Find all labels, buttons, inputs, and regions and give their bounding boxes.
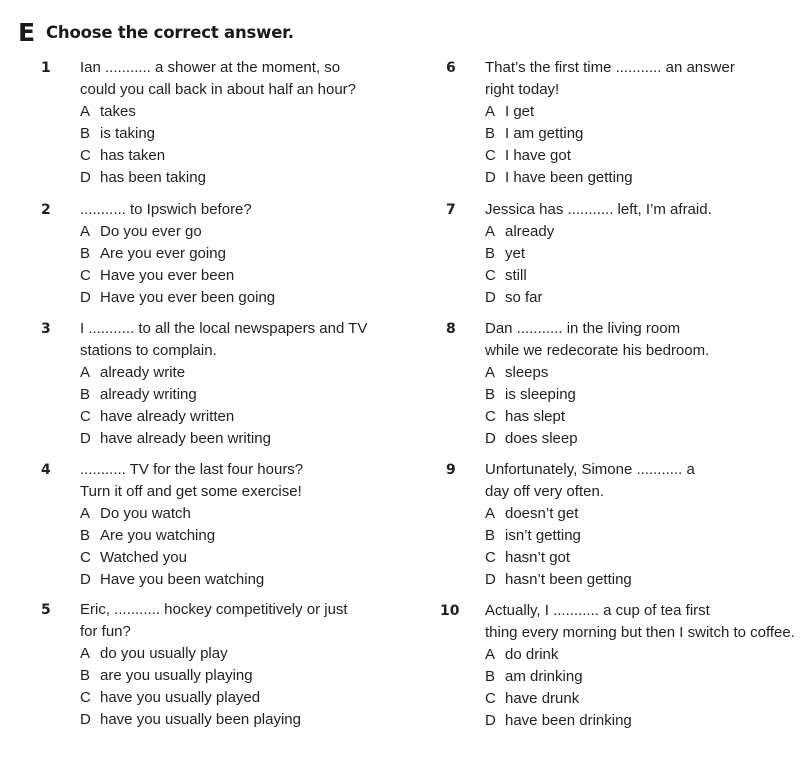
question-1 (41, 57, 421, 189)
option-text: I am getting (505, 125, 584, 142)
option-letter: D (485, 712, 496, 729)
option-text: does sleep (505, 430, 578, 447)
option-b[interactable] (485, 525, 796, 547)
option-text: do you usually play (100, 645, 228, 662)
option-text: so far (505, 289, 543, 306)
option-a[interactable] (80, 362, 421, 384)
option-a[interactable] (485, 503, 796, 525)
option-text: are you usually playing (100, 667, 253, 684)
option-text: Have you been watching (100, 571, 265, 588)
option-letter: D (485, 571, 496, 588)
option-d[interactable] (80, 569, 421, 591)
option-b[interactable] (80, 525, 421, 547)
option-a[interactable] (485, 644, 796, 666)
option-letter: C (485, 267, 496, 284)
right-column (440, 57, 796, 732)
option-text: have been drinking (505, 712, 632, 729)
option-d[interactable] (485, 710, 796, 732)
question-number: 7 (446, 202, 456, 218)
option-text: already writing (100, 386, 197, 403)
option-letter: D (485, 430, 496, 447)
option-text: Watched you (100, 549, 187, 566)
option-letter: A (80, 645, 91, 662)
question-9 (446, 459, 796, 591)
option-letter: D (485, 289, 496, 306)
option-text: Are you watching (100, 527, 216, 544)
option-d[interactable] (485, 569, 796, 591)
option-d[interactable] (80, 428, 421, 450)
option-d[interactable] (80, 167, 421, 189)
option-text: has been taking (100, 169, 206, 186)
option-c[interactable] (80, 406, 421, 428)
question-10 (440, 600, 796, 732)
question-4 (41, 459, 421, 591)
option-letter: A (80, 103, 91, 120)
question-number: 10 (440, 603, 460, 619)
option-d[interactable] (80, 287, 421, 309)
option-letter: B (485, 668, 496, 685)
option-c[interactable] (80, 547, 421, 569)
option-a[interactable] (485, 101, 796, 123)
option-c[interactable] (485, 547, 796, 569)
option-text: Do you watch (100, 505, 191, 522)
option-c[interactable] (80, 145, 421, 167)
option-d[interactable] (485, 287, 796, 309)
option-text: is sleeping (505, 386, 576, 403)
option-letter: D (80, 571, 91, 588)
option-text: isn’t getting (505, 527, 581, 544)
question-8 (446, 318, 796, 450)
option-d[interactable] (485, 428, 796, 450)
question-6 (446, 57, 796, 189)
option-text: Are you ever going (100, 245, 226, 262)
option-text: have already been writing (100, 430, 271, 447)
question-number: 1 (41, 60, 51, 76)
option-c[interactable] (485, 688, 796, 710)
option-letter: B (485, 125, 496, 142)
option-letter: D (80, 711, 91, 728)
option-text: yet (505, 245, 526, 262)
option-text: I have been getting (505, 169, 633, 186)
option-c[interactable] (485, 265, 796, 287)
question-text: Ian ........... a shower at the moment, so could you call back in about half an hour? (80, 59, 357, 98)
option-letter: B (485, 245, 496, 262)
option-a[interactable] (80, 503, 421, 525)
option-letter: C (80, 147, 91, 164)
question-text: Eric, ........... hockey competitively or just for fun? (80, 601, 348, 640)
option-letter: C (80, 549, 91, 566)
option-text: am drinking (505, 668, 583, 685)
question-text: ........... to Ipswich before? (80, 201, 252, 218)
option-text: has taken (100, 147, 166, 164)
question-2 (41, 199, 421, 309)
option-text: is taking (100, 125, 156, 142)
option-letter: B (80, 386, 91, 403)
option-text: still (505, 267, 527, 284)
option-a[interactable] (80, 101, 421, 123)
option-b[interactable] (80, 243, 421, 265)
option-text: Do you ever go (100, 223, 202, 240)
option-letter: C (485, 549, 496, 566)
option-letter: A (485, 505, 496, 522)
option-a[interactable] (485, 221, 796, 243)
option-letter: C (80, 408, 91, 425)
option-letter: C (80, 267, 91, 284)
option-b[interactable] (80, 665, 421, 687)
section-header (18, 17, 294, 47)
option-d[interactable] (485, 167, 796, 189)
section-letter: E (18, 17, 36, 47)
option-c[interactable] (80, 687, 421, 709)
option-letter: C (485, 690, 496, 707)
option-b[interactable] (485, 666, 796, 688)
option-text: I have got (505, 147, 571, 164)
question-5 (41, 599, 421, 731)
option-letter: A (485, 223, 496, 240)
option-b[interactable] (485, 384, 796, 406)
question-7 (446, 199, 796, 309)
option-a[interactable] (485, 362, 796, 384)
option-a[interactable] (80, 221, 421, 243)
option-text: have you usually played (100, 689, 261, 706)
option-text: have already written (100, 408, 235, 425)
question-number: 4 (41, 462, 51, 478)
option-text: has slept (505, 408, 566, 425)
option-letter: B (80, 245, 91, 262)
left-column (41, 57, 421, 731)
section-title: Choose the correct answer. (46, 22, 294, 42)
option-letter: D (485, 169, 496, 186)
question-text: Actually, I ........... a cup of tea first thing every morning but then I switch to coffee. (485, 602, 795, 641)
option-b[interactable] (485, 123, 796, 145)
option-text: Have you ever been (100, 267, 235, 284)
question-number: 6 (446, 60, 456, 76)
option-letter: A (80, 223, 91, 240)
option-text: already (505, 223, 555, 240)
question-text: Unfortunately, Simone ........... a day off very often. (485, 461, 695, 500)
option-text: already write (100, 364, 186, 381)
option-c[interactable] (485, 406, 796, 428)
option-letter: B (80, 667, 91, 684)
question-number: 2 (41, 202, 51, 218)
question-number: 9 (446, 462, 456, 478)
option-text: have drunk (505, 690, 580, 707)
question-text: That’s the first time ........... an answer right today! (485, 59, 735, 98)
question-number: 3 (41, 321, 51, 337)
option-c[interactable] (485, 145, 796, 167)
option-text: hasn’t got (505, 549, 571, 566)
option-text: I get (505, 103, 535, 120)
option-letter: D (80, 289, 91, 306)
option-b[interactable] (80, 384, 421, 406)
option-c[interactable] (80, 265, 421, 287)
option-text: have you usually been playing (100, 711, 301, 728)
option-letter: C (485, 408, 496, 425)
option-letter: A (485, 103, 496, 120)
option-text: sleeps (505, 364, 549, 381)
option-letter: C (485, 147, 496, 164)
option-letter: D (80, 169, 91, 186)
option-letter: B (485, 527, 496, 544)
question-number: 5 (41, 602, 51, 618)
question-text: ........... TV for the last four hours? Turn it off and get some exercise! (80, 461, 304, 500)
option-text: doesn’t get (505, 505, 579, 522)
option-text: takes (100, 103, 136, 120)
option-letter: A (80, 505, 91, 522)
option-letter: D (80, 430, 91, 447)
option-text: Have you ever been going (100, 289, 276, 306)
option-b[interactable] (80, 123, 421, 145)
option-letter: A (485, 646, 496, 663)
option-text: do drink (505, 646, 559, 663)
option-letter: B (485, 386, 496, 403)
option-letter: B (80, 527, 91, 544)
option-letter: A (485, 364, 496, 381)
option-b[interactable] (485, 243, 796, 265)
option-letter: A (80, 364, 91, 381)
question-3 (41, 318, 421, 450)
option-a[interactable] (80, 643, 421, 665)
question-text: Dan ........... in the living room while we redecorate his bedroom. (485, 320, 710, 359)
option-letter: B (80, 125, 91, 142)
question-text: I ........... to all the local newspapers and TV stations to complain. (80, 320, 368, 359)
question-number: 8 (446, 321, 456, 337)
option-d[interactable] (80, 709, 421, 731)
option-text: hasn’t been getting (505, 571, 632, 588)
option-letter: C (80, 689, 91, 706)
question-text: Jessica has ........... left, I’m afraid. (485, 201, 712, 218)
